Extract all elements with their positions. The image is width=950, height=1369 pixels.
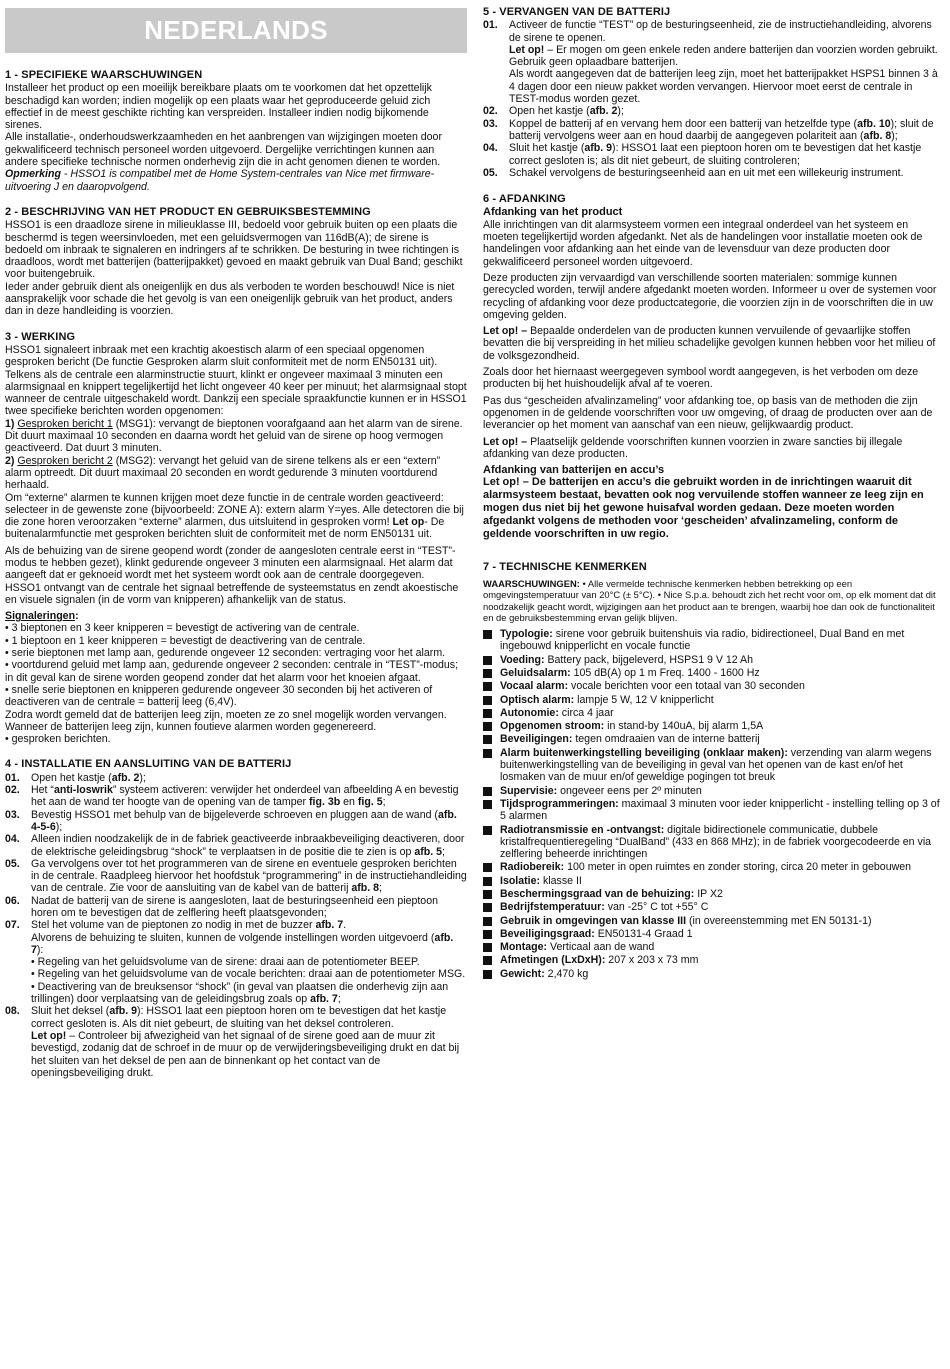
spec-value: digitale bidirectionele communicatie, dubbele kristalfrequentieregeling “DualBand” (433 en 868 MHz); in de fabriek voorgecodeerde en via zelflering beheerde inrichtingen	[500, 823, 932, 861]
spec-key: Voeding:	[500, 653, 545, 666]
section-5-heading: 5 - VERVANGEN VAN DE BATTERIJ	[483, 6, 671, 18]
square-bullet-icon	[483, 970, 492, 979]
spec-item	[483, 888, 945, 900]
square-bullet-icon	[483, 749, 492, 758]
spec-key: Opgenomen stroom:	[500, 720, 605, 733]
spec-key: Radiotransmissie en -ontvangst:	[500, 823, 665, 836]
spec-value: circa 4 jaar	[558, 706, 614, 719]
installation-step	[5, 919, 467, 1005]
spec-item	[483, 785, 945, 797]
page-title: NEDERLANDS	[144, 15, 328, 46]
installation-step	[5, 1005, 467, 1079]
square-bullet-icon	[483, 630, 492, 639]
step-number: 06.	[5, 894, 20, 907]
spec-list	[483, 628, 945, 980]
note-label: Opmerking	[5, 168, 61, 181]
square-bullet-icon	[483, 877, 492, 886]
spec-key: Gewicht:	[500, 967, 545, 980]
spec-key: Optisch alarm:	[500, 693, 575, 706]
spec-value: 2,470 kg	[544, 967, 589, 980]
step-text: Activeer de functie “TEST” op de besturingseenheid, zie de instructiehandleiding, alvorens de sirene te openen. Let op! – Er mogen om geen enkele reden andere batterijen dan voorzien worden gebruikt. Gebruik geen oplaadbare batterijen. Als wordt aangegeven dat de batterijen leeg zijn, moet het batterijpakket HSPS1 binnen 3 à 4 dagen door een nieuw pakket worden vervangen. Hiervoor moet eerst de centrale in TEST-modus worden gezet.	[509, 19, 938, 106]
square-bullet-icon	[483, 787, 492, 796]
spec-value: tegen omdraaien van de interne batterij	[572, 733, 760, 746]
s3-paragraph-3: Als de behuizing van de sirene geopend wordt (zonder de aangesloten centrale eerst in “TEST”-modus te hebben gezet), klinkt gedurende ongeveer 3 minuten een alarmsignaal. Het alarm dat aangeeft dat er geknoeid wordt met het systeem wordt ook aan de centrale doorgegeven.	[5, 544, 456, 582]
spec-item	[483, 707, 945, 719]
spec-item	[483, 654, 945, 666]
battery-steps	[483, 19, 945, 179]
installation-step	[5, 895, 467, 920]
spec-text	[500, 798, 945, 823]
spec-value: in stand-by 140uA, bij alarm 1,5A	[604, 720, 764, 733]
spec-value: maximaal 3 minuten voor ieder knipperlicht - instelling telling op 3 of 5 alarmen	[500, 797, 940, 823]
battery-step	[483, 142, 945, 167]
spec-key: Autonomie:	[500, 706, 559, 719]
step-number: 04.	[483, 142, 498, 155]
signaling-item: • 3 bieptonen en 3 keer knipperen = bevestigt de activering van de centrale.	[5, 622, 360, 635]
spec-key: Gebruik in omgevingen van klasse III	[500, 914, 687, 927]
spec-item	[483, 941, 945, 953]
spec-text	[500, 667, 945, 679]
battery-step	[483, 19, 945, 105]
message-1-label: Gesproken bericht 1	[17, 417, 113, 430]
signaling-item: • voortdurend geluid met lamp aan, gedurende ongeveer 2 seconden: centrale in “TEST”-modus; in dit geval kan de sirene worden geopend zonder dat het alarm voor het knoeien afgaat.	[5, 659, 459, 684]
s6-paragraph-1: Alle inrichtingen van dit alarmsysteem vormen een integraal onderdeel van het systeem en moeten tegelijkertijd worden afgedankt. Net als de handelingen voor installatie moeten ook de handelingen voor afdanking aan het einde van de levensduur van deze producten door gekwalificeerd personeel worden uitgevoerd.	[483, 218, 923, 268]
spec-text	[500, 785, 945, 797]
s3-paragraph-2: Om “externe” alarmen te kunnen krijgen moet deze functie in de centrale worden geactiveerd: selecteer in de gewenste zone (bijvoorbeeld: ZONE A): extern alarm Y=yes. Alle detectoren die bij die zone horen veroorzaken “externe” alarmen, dus uitsluitend in gesproken vorm! Let op- De buitenalarmfunctie met gesproken berichten sluit de conformiteit met de norm EN50131 uit.	[5, 491, 464, 541]
square-bullet-icon	[483, 943, 492, 952]
spec-text	[500, 875, 945, 887]
s3-paragraph-4: HSSO1 ontvangt van de centrale het signaal betreffende de systeemstatus en zendt akoestische en visuele signalen (in de vorm van knipperen) afhankelijk van de status.	[5, 581, 459, 606]
battery-disposal-warning: Let op! – De batterijen en accu’s die gebruikt worden in de inrichtingen waaruit dit alarmsysteem bestaat, bevatten ook nog vervuilende stoffen wanneer ze leeg zijn en mogen dus niet bij het gewone huisafval worden gedaan. Deze moeten worden afgedankt volgens de methoden voor ‘gescheiden’ afvalinzameling, conform de geldende voorschriften in uw regio.	[483, 476, 924, 541]
spec-item	[483, 628, 945, 653]
spec-value: Battery pack, bijgeleverd, HSPS1 9 V 12 Ah	[544, 653, 753, 666]
signaling-item: • snelle serie bieptonen en knipperen gedurende ongeveer 30 seconden bij het activeren of deactiveren van de centrale = batterij leeg (6,4V).	[5, 683, 433, 709]
spec-key: Supervisie:	[500, 784, 558, 797]
spec-item	[483, 824, 945, 861]
step-number: 07.	[5, 919, 20, 932]
spec-value: ongeveer eens per 2º minuten	[557, 784, 702, 797]
spec-value: Verticaal aan de wand	[547, 941, 655, 954]
spec-text	[500, 861, 945, 873]
section-2-heading: 2 - BESCHRIJVING VAN HET PRODUCT EN GEBRUIKSBESTEMMING	[5, 205, 371, 218]
right-column	[483, 6, 945, 981]
spec-value: 207 x 203 x 73 mm	[605, 954, 699, 967]
spec-text	[500, 901, 945, 913]
signaling-item: • gesproken berichten.	[5, 733, 111, 746]
section-7-heading: 7 - TECHNISCHE KENMERKEN	[483, 561, 647, 574]
square-bullet-icon	[483, 800, 492, 809]
step-number: 04.	[5, 833, 20, 846]
spec-text	[500, 941, 945, 953]
spec-item	[483, 928, 945, 940]
spec-key: Vocaal alarm:	[500, 680, 569, 693]
spec-item	[483, 954, 945, 966]
spec-text	[500, 628, 945, 653]
step-text: Nadat de batterij van de sirene is aangesloten, laat de besturingseenheid een pieptoon horen om te bevestigen dat de zelflering heeft plaatsgevonden;	[31, 894, 438, 919]
signaling-item: • serie bieptonen met lamp aan, gedurende ongeveer 12 seconden: vertraging voor het alarm.	[5, 647, 446, 660]
language-title-bar	[5, 8, 467, 53]
spec-value: verzending van alarm wegens buitenwerkingstelling van de beveiliging in geval van het openen van de kast en/of het losmaken van de muur en/of geweldige pogingen tot breuk	[500, 746, 932, 784]
spec-text	[500, 954, 945, 966]
spec-item	[483, 798, 945, 823]
section-3-heading: 3 - WERKING	[5, 330, 76, 343]
spec-value: sirene voor gebruik buitenshuis via radio, bidirectioneel, Dual Band en met ingebouwd knipperlicht en vocale functie	[500, 628, 905, 653]
spec-text	[500, 824, 945, 861]
s3-message-1: 1) Gesproken bericht 1 (MSG1): vervangt de bieptonen voorafgaand aan het alarm van de sirene. Dit duurt maximaal 10 seconden en daarna wordt het geluid van de sirene op hoog vermogen geactiveerd. Dat duurt 3 minuten.	[5, 417, 463, 455]
spec-key: Radiobereik:	[500, 861, 565, 874]
square-bullet-icon	[483, 669, 492, 678]
s6-paragraph-5: Pas dus “gescheiden afvalinzameling” voor afdanking toe, op basis van de methoden die zijn opgenomen in de geldende voorschriften voor uw omgeving, of draag de producten over aan de leverancier op het moment van aanschaf van een nieuw, gelijkwaardig product.	[483, 394, 933, 432]
square-bullet-icon	[483, 863, 492, 872]
spec-text	[500, 694, 945, 706]
spec-key: Beveiligingen:	[500, 733, 573, 746]
spec-value: van -25° C tot +55° C	[604, 901, 709, 914]
step-text: Ga vervolgens over tot het programmeren van de sirene en eventuele gesproken berichten in de centrale. Raadpleeg hiervoor het hoofdstuk “programmering” in de instructiehandleiding van de centrale. Zie voor de aansluiting van de kabel van de batterij afb. 8;	[31, 857, 467, 895]
step-number: 02.	[5, 784, 20, 797]
signaling-item: • 1 bieptoon en 1 keer knipperen = bevestigt de deactivering van de centrale.	[5, 634, 366, 647]
step-text: Sluit het kastje (afb. 9): HSSO1 laat een pieptoon horen om te bevestigen dat het kastje correct gesloten is; als dit niet gebeurt, de sluiting controleren;	[509, 142, 922, 167]
battery-step	[483, 118, 945, 143]
step-number: 03.	[483, 117, 498, 130]
step-number: 05.	[483, 166, 498, 179]
spec-key: Typologie:	[500, 628, 553, 641]
s6-paragraph-2: Deze producten zijn vervaardigd van verschillende soorten materialen: sommige kunnen gerecycled worden, terwijl andere afgedankt moeten worden. Informeer u over de systemen voor recycling of afdanking voor deze productcategorie, die voorzien zijn in de voorschriften die in uw omgeving gelden.	[483, 271, 937, 321]
step-text: Open het kastje (afb. 2);	[509, 105, 624, 118]
note-text: - HSSO1 is compatibel met de Home System-centrales van Nice met firmware-uitvoering J en daaropvolgend.	[5, 168, 435, 193]
step-text: Het “anti-loswrik” systeem activeren: verwijder het onderdeel van afbeelding A en bevestig het aan de wand ter hoogte van de opening van de tamper fig. 3b en fig. 5;	[31, 784, 459, 809]
step-number: 01.	[483, 19, 498, 32]
spec-item	[483, 720, 945, 732]
installation-step	[5, 833, 467, 858]
spec-key: Montage:	[500, 941, 548, 954]
square-bullet-icon	[483, 890, 492, 899]
spec-item	[483, 861, 945, 873]
spec-text	[500, 888, 945, 900]
square-bullet-icon	[483, 917, 492, 926]
section-4-heading: 4 - INSTALLATIE EN AANSLUITING VAN DE BATTERIJ	[5, 758, 292, 771]
square-bullet-icon	[483, 903, 492, 912]
spec-text	[500, 654, 945, 666]
spec-key: Tijdsprogrammeringen:	[500, 797, 619, 810]
s1-paragraph-1: Installeer het product op een moeilijk bereikbare plaats om te voorkomen dat het opzettelijk beschadigd kan worden; indien mogelijk op een plaats waar het geproduceerde geluid zich effectief in de meest geschikte richting kan verspreiden. Installeer indien nodig bijkomende sirenes.	[5, 82, 432, 132]
square-bullet-icon	[483, 930, 492, 939]
spec-value: IP X2	[694, 888, 723, 900]
spec-item	[483, 915, 945, 927]
section-1-heading: 1 - SPECIFIEKE WAARSCHUWINGEN	[5, 69, 203, 81]
step-text: Bevestig HSSO1 met behulp van de bijgeleverde schroeven en pluggen aan de wand (afb. 4-5-6);	[31, 808, 457, 833]
disposal-batteries-subheading: Afdanking van batterijen en accu’s	[483, 464, 665, 477]
step-number: 02.	[483, 105, 498, 118]
spec-text	[500, 707, 945, 719]
square-bullet-icon	[483, 735, 492, 744]
spec-value: 100 meter in open ruimtes en zonder storing, circa 20 meter in gebouwen	[564, 861, 912, 874]
spec-text	[500, 915, 945, 927]
spec-text	[500, 747, 945, 784]
square-bullet-icon	[483, 956, 492, 965]
spec-text	[500, 720, 945, 732]
step-text: Open het kastje (afb. 2);	[31, 771, 146, 784]
square-bullet-icon	[483, 826, 492, 835]
spec-key: Bedrijfstemperatuur:	[500, 901, 605, 914]
s3-paragraph-1: HSSO1 signaleert inbraak met een krachtig akoestisch alarm of een speciaal opgenomen gesproken bericht (De functie Gesproken alarm sluit conformiteit met de norm EN50131 uit). Telkens als de centrale een alarminstructie stuurt, klinkt er ongeveer maximaal 3 minuten een alarmsignaal en knippert tegelijkertijd het licht ongeveer 40 keer per minuut; het alarmsignaal stopt wanneer de centrale uitgeschakeld wordt. Dankzij een speciale spraakfunctie kunnen er in HSSO1 twee specifieke berichten worden opgenomen:	[5, 343, 467, 418]
s1-paragraph-2: Alle installatie-, onderhoudswerkzaamheden en het aanbrengen van wijzigingen moeten door gekwalificeerd technisch personeel worden uitgevoerd. Dergelijke verrichtingen kunnen aan andere specifieke technische normen onderhevig zijn die in acht genomen dienen te worden.	[5, 131, 442, 169]
s6-paragraph-3: Let op! – Bepaalde onderdelen van de producten kunnen vervuilende of gevaarlijke stoffen bevatten die bij verspreiding in het milieu schadelijke gevolgen kunnen hebben voor het milieu of de volksgezondheid.	[483, 325, 936, 362]
message-2-label: Gesproken bericht 2	[17, 454, 113, 467]
step-number: 08.	[5, 1005, 20, 1018]
spec-item	[483, 747, 945, 784]
installation-steps	[5, 772, 467, 1079]
spec-value: vocale berichten voor een totaal van 30 seconden	[568, 680, 805, 693]
s1-note	[5, 168, 467, 193]
s2-paragraph-2: Ieder ander gebruik dient als oneigenlijk en dus als verboden te worden beschouwd! Nice is niet aansprakelijk voor schade die het gevolg is van een oneigenlijk gebruik van het product, anders dan in deze handleiding is voorzien.	[5, 280, 455, 318]
battery-step	[483, 105, 945, 117]
tech-warnings: WAARSCHUWINGEN: • Alle vermelde technische kenmerken hebben betrekking op een omgevingstemperatuur van 20°C (± 5°C). • Nice S.p.a. behoudt zich het recht voor om, op elk moment dat dit noodzakelijk geacht wordt, wijzigingen aan het product aan te brengen, waarbij hoe dan ook de functionaliteit en de gebruiksbestemming ervan gelijk blijven.	[483, 577, 936, 624]
installation-step	[5, 784, 467, 809]
spec-item	[483, 968, 945, 980]
installation-step	[5, 858, 467, 895]
step-text: Schakel vervolgens de besturingseenheid aan en uit met een willekeurig instrument.	[509, 166, 904, 179]
spec-text	[500, 733, 945, 745]
signaling-list	[5, 622, 467, 745]
signaling-item: Zodra wordt gemeld dat de batterijen leeg zijn, moeten ze zo snel mogelijk worden vervangen. Wanneer de batterijen leeg zijn, kunnen foutieve alarmen worden gegenereerd.	[5, 708, 447, 733]
spec-value: EN50131-4 Graad 1	[594, 927, 693, 940]
installation-step	[5, 809, 467, 834]
step-text: Stel het volume van de pieptonen zo nodig in met de buzzer afb. 7. Alvorens de behuizing te sluiten, kunnen de volgende instellingen worden uitgevoerd (afb. 7): • Regeling van het geluidsvolume van de sirene: draai aan de potentiometer BEEP. • Regeling van het geluidsvolume van de vocale berichten: draai aan de potentiometer MSG. • Deactivering van de breuksensor “shock” (in geval van plaatsen die onderhevig zijn aan trillingen) door verplaatsing van de geleidingsbrug zoals op afb. 7;	[31, 919, 466, 1006]
spec-key: Alarm buitenwerkingstelling beveiliging (onklaar maken):	[500, 746, 788, 759]
spec-item	[483, 680, 945, 692]
spec-value: lampje 5 W, 12 V knipperlicht	[574, 693, 714, 706]
spec-text	[500, 928, 945, 940]
spec-key: Geluidsalarm:	[500, 666, 571, 679]
spec-text	[500, 680, 945, 692]
spec-item	[483, 694, 945, 706]
spec-key: Beveiligingsgraad:	[500, 927, 595, 940]
spec-item	[483, 875, 945, 887]
step-number: 01.	[5, 771, 20, 784]
s3-message-2: 2) Gesproken bericht 2 (MSG2): vervangt het geluid van de sirene telkens als er een “extern” alarm optreedt. Dit duurt maximaal 20 seconden en wordt gedurende 3 minuten voortdurend herhaald.	[5, 454, 441, 492]
spec-value: (in overeenstemming met EN 50131-1)	[686, 914, 872, 927]
left-column	[5, 0, 467, 1079]
step-number: 05.	[5, 857, 20, 870]
spec-item	[483, 901, 945, 913]
s2-paragraph-1: HSSO1 is een draadloze sirene in milieuklasse III, bedoeld voor gebruik buiten op een plaats die beschermd is tegen weersinvloeden, met een geluidsvermogen van 116dB(A); de sirene is bedoeld om inbraak te signaleren en indringers af te schrikken. De besturing in twee richtingen is draadloos, wordt met batterijen (batterijpakket) gevoed en maakt gebruik van Dual Band; geschikt voor buitengebruik.	[5, 219, 463, 281]
square-bullet-icon	[483, 709, 492, 718]
square-bullet-icon	[483, 682, 492, 691]
spec-text	[500, 968, 945, 980]
s6-paragraph-6: Let op! – Plaatselijk geldende voorschriften kunnen voorzien in zware sancties bij illegale afdanking van deze producten.	[483, 435, 903, 460]
signaling-heading: Signaleringen:	[5, 610, 79, 623]
spec-value: klasse II	[540, 874, 582, 887]
installation-step	[5, 772, 467, 784]
step-text: Koppel de batterij af en vervang hem door een batterij van hetzelfde type (afb. 10); sluit de batterij vervolgens weer aan en houd daarbij de aangegeven polariteit aan (afb. 8);	[509, 117, 934, 142]
step-text: Alleen indien noodzakelijk de in de fabriek geactiveerde inbraakbeveiliging deactiveren, door de elektrische geleidingsbrug “shock” te verplaatsen in de positie die te zien is op afb. 5;	[31, 833, 465, 858]
battery-step	[483, 167, 945, 179]
spec-value: 105 dB(A) op 1 m Freq. 1400 - 1600 Hz	[570, 666, 760, 679]
square-bullet-icon	[483, 722, 492, 731]
spec-item	[483, 667, 945, 679]
step-number: 03.	[5, 808, 20, 821]
s6-paragraph-4: Zoals door het hiernaast weergegeven symbool wordt aangegeven, is het verboden om deze producten bij het huishoudelijk afval af te voeren.	[483, 366, 919, 391]
square-bullet-icon	[483, 656, 492, 665]
spec-key: Isolatie:	[500, 874, 541, 887]
spec-key: Afmetingen (LxDxH):	[500, 954, 606, 967]
section-6-heading: 6 - AFDANKING	[483, 193, 566, 206]
step-text: Sluit het deksel (afb. 9): HSSO1 laat een pieptoon horen om te bevestigen dat het kastje correct gesloten is. Als dit niet gebeurt, de sluiting van het deksel controleren. Let op! – Controleer bij afwezigheid van het signaal of de sirene goed aan de muur zit bevestigd, zodanig dat de schroef in de muur op de verwijderingsbeveiliging drukt en dat bij het sluiten van het deksel de pen aan de binnenkant op het contact van de openingsbeveiliging drukt.	[31, 1005, 460, 1079]
spec-item	[483, 733, 945, 745]
square-bullet-icon	[483, 696, 492, 705]
spec-key: Beschermingsgraad van de behuizing:	[500, 888, 695, 900]
disposal-product-subheading: Afdanking van het product	[483, 206, 623, 219]
